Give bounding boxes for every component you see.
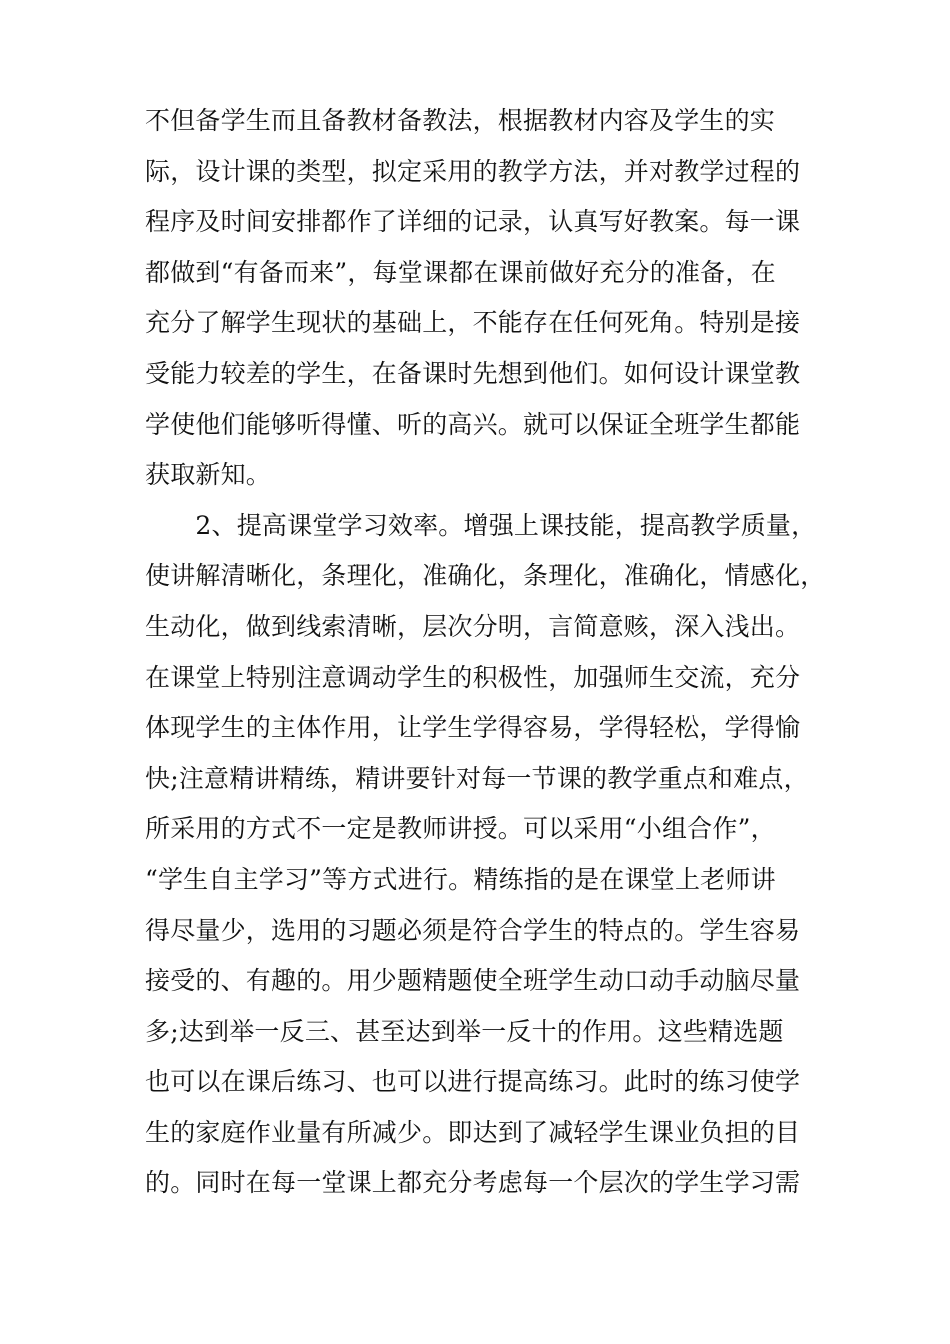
text-line: 2、提高课堂学习效率。增强上课技能，提高教学质量， [145,510,817,540]
text-line: 使讲解清晰化，条理化，准确化，条理化，准确化，情感化， [145,561,826,591]
text-line: 充分了解学生现状的基础上，不能存在任何死角。特别是接 [145,308,801,338]
text-line: “学生自主学习”等方式进行。精练指的是在课堂上老师讲 [145,864,776,894]
document-body [145,96,825,1209]
text-line: 所采用的方式不一定是教师讲授。可以采用“小组合作”， [145,814,776,844]
text-line: 程序及时间安排都作了详细的记录，认真写好教案。每一课 [145,207,801,237]
text-line: 快;注意精讲精练，精讲要针对每一节课的教学重点和难点， [145,763,809,793]
text-line: 生动化，做到线索清晰，层次分明，言简意赅，深入浅出。 [145,611,801,641]
text-line: 学使他们能够听得懂、听的高兴。就可以保证全班学生都能 [145,409,801,439]
text-line: 际，设计课的类型，拟定采用的教学方法，并对教学过程的 [145,156,801,186]
text-line: 受能力较差的学生，在备课时先想到他们。如何设计课堂教 [145,358,801,388]
text-line: 得尽量少，选用的习题必须是符合学生的特点的。学生容易 [145,915,801,945]
text-line: 接受的、有趣的。用少题精题使全班学生动口动手动脑尽量 [145,966,801,996]
text-line: 多;达到举一反三、甚至达到举一反十的作用。这些精选题 [145,1016,784,1046]
text-line: 体现学生的主体作用，让学生学得容易，学得轻松，学得愉 [145,713,801,743]
text-line: 获取新知。 [145,460,272,490]
text-line: 都做到“有备而来”，每堂课都在课前做好充分的准备，在 [145,257,776,287]
text-line: 在课堂上特别注意调动学生的积极性，加强师生交流，充分 [145,662,801,692]
text-line: 生的家庭作业量有所减少。即达到了减轻学生课业负担的目 [145,1117,801,1147]
text-line: 的。同时在每一堂课上都充分考虑每一个层次的学生学习需 [145,1168,801,1198]
text-line: 也可以在课后练习、也可以进行提高练习。此时的练习使学 [145,1067,801,1097]
text-line: 不但备学生而且备教材备教法，根据教材内容及学生的实 [145,106,776,135]
